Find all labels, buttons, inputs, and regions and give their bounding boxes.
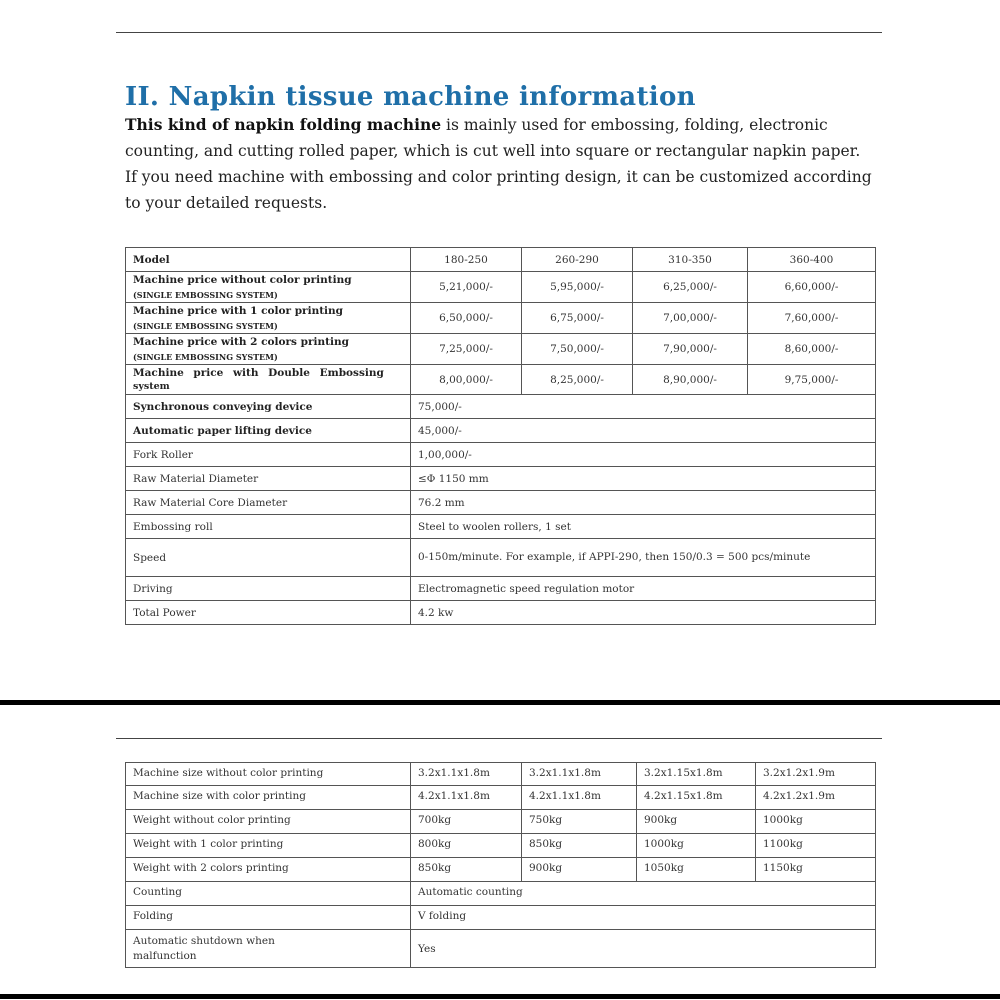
price-cell: 6,60,000/- (748, 272, 876, 303)
row-label: Weight with 1 color printing (126, 834, 411, 858)
row-value: Yes (411, 930, 876, 968)
spec-cell: 700kg (411, 810, 522, 834)
row-label: Driving (126, 577, 411, 601)
row-label: Fork Roller (126, 443, 411, 467)
row-label: Automatic paper lifting device (126, 419, 411, 443)
price-sublabel: system (133, 381, 170, 392)
price-sublabel: (SINGLE EMBOSSING SYSTEM) (133, 321, 278, 331)
table-row (126, 810, 876, 834)
price-cell: 7,90,000/- (633, 334, 748, 365)
model-header: 260-290 (522, 248, 633, 272)
section-heading: II. Napkin tissue machine information (125, 82, 696, 112)
model-header: 180-250 (411, 248, 522, 272)
row-label: Counting (126, 882, 411, 906)
row-value: 0-150m/minute. For example, if APPI-290, then 150/0.3 = 500 pcs/minute (411, 539, 876, 577)
table-row (126, 601, 876, 625)
intro-paragraph (125, 112, 875, 216)
spec-cell: 3.2x1.1x1.8m (411, 763, 522, 786)
table-row (126, 763, 876, 786)
row-label: Synchronous conveying device (126, 395, 411, 419)
row-value: 4.2 kw (411, 601, 876, 625)
spec-cell: 4.2x1.2x1.9m (756, 786, 876, 810)
price-cell: 7,00,000/- (633, 303, 748, 334)
price-cell: 8,90,000/- (633, 365, 748, 395)
model-header: 310-350 (633, 248, 748, 272)
page-break (0, 994, 1000, 999)
page-break (0, 700, 1000, 705)
spec-cell: 750kg (522, 810, 637, 834)
shutdown-label: Automatic shutdown when (133, 935, 275, 947)
price-label: Machine price with 2 colors printing (133, 336, 349, 348)
table-row (126, 491, 876, 515)
row-value: 75,000/- (411, 395, 876, 419)
row-label (126, 303, 411, 334)
row-label: Machine size with color printing (126, 786, 411, 810)
row-label (126, 365, 411, 395)
price-label: Machine price with Double Embossing (133, 367, 384, 379)
spec-cell: 1000kg (756, 810, 876, 834)
spec-cell: 4.2x1.1x1.8m (411, 786, 522, 810)
row-value: 1,00,000/- (411, 443, 876, 467)
price-cell: 6,25,000/- (633, 272, 748, 303)
row-value: Electromagnetic speed regulation motor (411, 577, 876, 601)
spec-cell: 850kg (522, 834, 637, 858)
table-row (126, 834, 876, 858)
table-row (126, 515, 876, 539)
row-value: V folding (411, 906, 876, 930)
price-cell: 7,50,000/- (522, 334, 633, 365)
spec-table-1 (125, 247, 876, 625)
table-row (126, 858, 876, 882)
table-row (126, 577, 876, 601)
row-label (126, 272, 411, 303)
spec-cell: 4.2x1.15x1.8m (637, 786, 756, 810)
row-label: Embossing roll (126, 515, 411, 539)
table-row (126, 272, 876, 303)
table-row (126, 906, 876, 930)
price-cell: 6,75,000/- (522, 303, 633, 334)
row-label: Speed (126, 539, 411, 577)
spec-cell: 4.2x1.1x1.8m (522, 786, 637, 810)
table-row (126, 419, 876, 443)
row-value: 76.2 mm (411, 491, 876, 515)
price-cell: 8,25,000/- (522, 365, 633, 395)
price-cell: 5,95,000/- (522, 272, 633, 303)
table-row (126, 467, 876, 491)
price-cell: 8,60,000/- (748, 334, 876, 365)
row-value: Automatic counting (411, 882, 876, 906)
spec-cell: 3.2x1.2x1.9m (756, 763, 876, 786)
row-label: Folding (126, 906, 411, 930)
price-sublabel: (SINGLE EMBOSSING SYSTEM) (133, 352, 278, 362)
spec-cell: 900kg (522, 858, 637, 882)
table-row (126, 539, 876, 577)
table-row (126, 930, 876, 968)
table-row (126, 882, 876, 906)
top-rule (116, 32, 882, 33)
table-row (126, 443, 876, 467)
spec-cell: 1100kg (756, 834, 876, 858)
spec-table-2 (125, 762, 876, 968)
table-row (126, 786, 876, 810)
row-label: Weight with 2 colors printing (126, 858, 411, 882)
row-label: Total Power (126, 601, 411, 625)
price-cell: 8,00,000/- (411, 365, 522, 395)
model-header: 360-400 (748, 248, 876, 272)
row-label: Weight without color printing (126, 810, 411, 834)
spec-cell: 900kg (637, 810, 756, 834)
intro-bold-phrase: This kind of napkin folding machine (125, 115, 442, 134)
table-row (126, 395, 876, 419)
row-value: Steel to woolen rollers, 1 set (411, 515, 876, 539)
price-sublabel: (SINGLE EMBOSSING SYSTEM) (133, 290, 278, 300)
spec-cell: 800kg (411, 834, 522, 858)
price-label: Machine price without color printing (133, 274, 352, 286)
price-label: Machine price with 1 color printing (133, 305, 344, 317)
price-cell: 7,60,000/- (748, 303, 876, 334)
price-cell: 5,21,000/- (411, 272, 522, 303)
price-cell: 7,25,000/- (411, 334, 522, 365)
spec-cell: 1150kg (756, 858, 876, 882)
table-row (126, 334, 876, 365)
spec-cell: 3.2x1.15x1.8m (637, 763, 756, 786)
spec-cell: 3.2x1.1x1.8m (522, 763, 637, 786)
spec-cell: 850kg (411, 858, 522, 882)
row-value: ≤Φ 1150 mm (411, 467, 876, 491)
spec-cell: 1000kg (637, 834, 756, 858)
model-label: Model (126, 248, 411, 272)
row-label: Machine size without color printing (126, 763, 411, 786)
spec-cell: 1050kg (637, 858, 756, 882)
row-value: 45,000/- (411, 419, 876, 443)
row-label: Raw Material Core Diameter (126, 491, 411, 515)
page-rule (116, 738, 882, 739)
table-row (126, 303, 876, 334)
row-label (126, 334, 411, 365)
price-cell: 9,75,000/- (748, 365, 876, 395)
row-label: Raw Material Diameter (126, 467, 411, 491)
table-row (126, 365, 876, 395)
shutdown-label-cont: malfunction (133, 950, 197, 962)
intro-text: is mainly used for embossing, folding, electronic counting, and cutting rolled paper, which is cut well into square or rectangular napkin paper. If you need machine with embossing and color printing design, it can be customized according to your detailed requests. (125, 116, 872, 212)
table-row (126, 248, 876, 272)
price-cell: 6,50,000/- (411, 303, 522, 334)
row-label (126, 930, 411, 968)
